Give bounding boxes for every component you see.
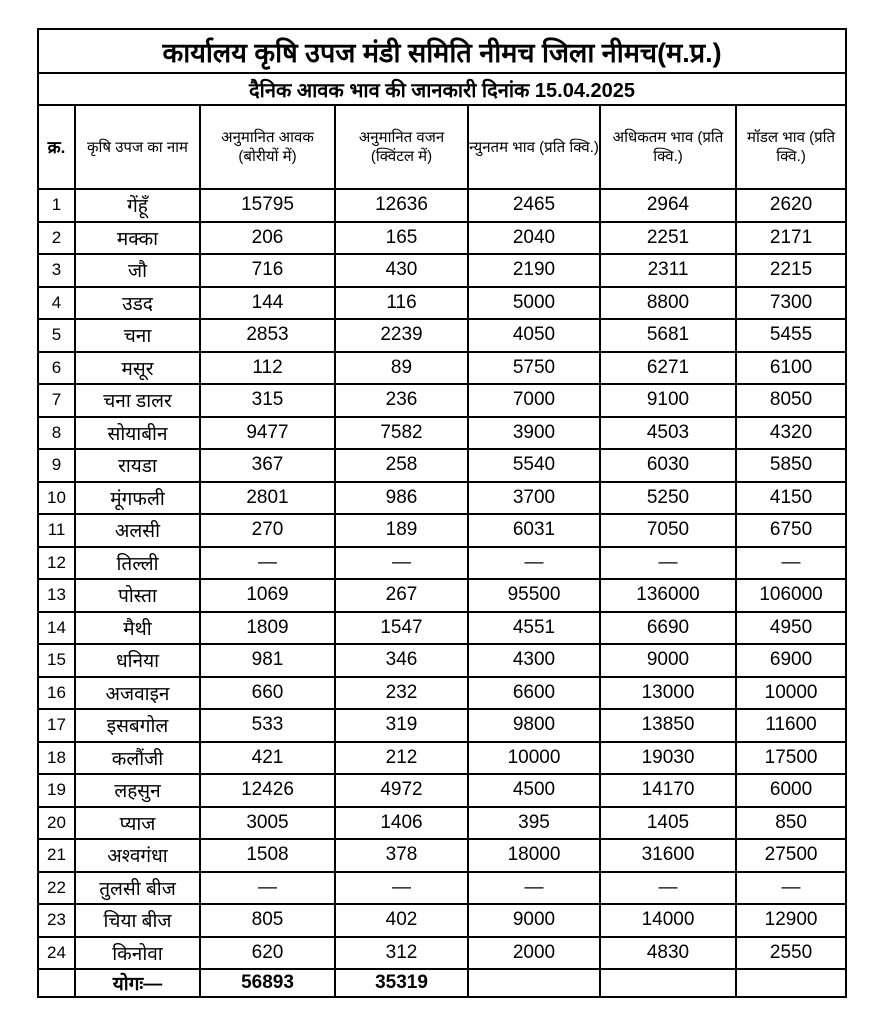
row-bags: 981	[200, 644, 335, 677]
row-crop-name: गेंहूँ	[75, 189, 200, 222]
row-serial: 3	[38, 254, 75, 287]
row-min-price: 9000	[468, 904, 600, 937]
table-row	[38, 579, 846, 612]
table-body	[38, 189, 846, 969]
row-weight: 4972	[335, 774, 468, 807]
header-serial: क्र.	[38, 105, 75, 189]
row-crop-name: पोस्ता	[75, 579, 200, 612]
table-row	[38, 482, 846, 515]
row-min-price: 9800	[468, 709, 600, 742]
row-min-price: 7000	[468, 384, 600, 417]
row-max-price: 31600	[600, 839, 736, 872]
row-modal-price: 2215	[736, 254, 846, 287]
row-serial: 13	[38, 579, 75, 612]
table-row	[38, 677, 846, 710]
total-weight: 35319	[335, 969, 468, 997]
row-serial: 22	[38, 872, 75, 905]
table-row	[38, 872, 846, 905]
row-serial: 4	[38, 287, 75, 320]
row-min-price: 10000	[468, 742, 600, 775]
row-max-price: 6030	[600, 449, 736, 482]
row-bags: 144	[200, 287, 335, 320]
row-modal-price: 6900	[736, 644, 846, 677]
row-min-price: 18000	[468, 839, 600, 872]
row-crop-name: चना	[75, 319, 200, 352]
total-serial	[38, 969, 75, 997]
header-modal-price: मॉडल भाव (प्रति क्वि.)	[736, 105, 846, 189]
row-bags: 716	[200, 254, 335, 287]
row-serial: 24	[38, 937, 75, 970]
row-serial: 1	[38, 189, 75, 222]
table-row	[38, 807, 846, 840]
row-weight: 402	[335, 904, 468, 937]
row-min-price: 3700	[468, 482, 600, 515]
row-min-price: 95500	[468, 579, 600, 612]
row-min-price: 3900	[468, 417, 600, 450]
table-row	[38, 189, 846, 222]
row-crop-name: अश्वगंधा	[75, 839, 200, 872]
row-modal-price: 5455	[736, 319, 846, 352]
row-modal-price: 6100	[736, 352, 846, 385]
row-modal-price: 4150	[736, 482, 846, 515]
row-serial: 21	[38, 839, 75, 872]
row-weight: 116	[335, 287, 468, 320]
row-bags: —	[200, 547, 335, 580]
row-bags: —	[200, 872, 335, 905]
total-bags: 56893	[200, 969, 335, 997]
row-crop-name: मैथी	[75, 612, 200, 645]
row-modal-price: 17500	[736, 742, 846, 775]
row-max-price: 19030	[600, 742, 736, 775]
page-title: कार्यालय कृषि उपज मंडी समिति नीमच जिला नीमच(म.प्र.)	[38, 29, 846, 73]
row-bags: 1508	[200, 839, 335, 872]
table-row	[38, 937, 846, 970]
total-label: योगः—	[75, 969, 200, 997]
row-bags: 1069	[200, 579, 335, 612]
row-weight: —	[335, 547, 468, 580]
row-serial: 12	[38, 547, 75, 580]
row-weight: 212	[335, 742, 468, 775]
row-modal-price: 7300	[736, 287, 846, 320]
row-min-price: 395	[468, 807, 600, 840]
row-max-price: 2251	[600, 222, 736, 255]
row-crop-name: मूंगफली	[75, 482, 200, 515]
row-bags: 660	[200, 677, 335, 710]
table-header-row	[38, 105, 846, 189]
row-weight: 312	[335, 937, 468, 970]
row-min-price: 4050	[468, 319, 600, 352]
row-serial: 5	[38, 319, 75, 352]
row-crop-name: चिया बीज	[75, 904, 200, 937]
row-bags: 9477	[200, 417, 335, 450]
row-min-price: 4300	[468, 644, 600, 677]
table-row	[38, 839, 846, 872]
row-crop-name: धनिया	[75, 644, 200, 677]
table-row	[38, 287, 846, 320]
row-bags: 421	[200, 742, 335, 775]
row-modal-price: 6000	[736, 774, 846, 807]
row-max-price: 6271	[600, 352, 736, 385]
table-row	[38, 449, 846, 482]
total-max-empty	[600, 969, 736, 997]
row-min-price: 4551	[468, 612, 600, 645]
row-modal-price: 4320	[736, 417, 846, 450]
row-min-price: 2040	[468, 222, 600, 255]
header-crop: कृषि उपज का नाम	[75, 105, 200, 189]
row-max-price: 1405	[600, 807, 736, 840]
row-modal-price: —	[736, 547, 846, 580]
table-row	[38, 709, 846, 742]
row-bags: 3005	[200, 807, 335, 840]
row-crop-name: सोयाबीन	[75, 417, 200, 450]
row-crop-name: मक्का	[75, 222, 200, 255]
row-max-price: 5681	[600, 319, 736, 352]
header-bags: अनुमानित आवक (बोरीयों में)	[200, 105, 335, 189]
row-modal-price: 4950	[736, 612, 846, 645]
row-bags: 620	[200, 937, 335, 970]
row-modal-price: 2620	[736, 189, 846, 222]
row-weight: 12636	[335, 189, 468, 222]
row-bags: 1809	[200, 612, 335, 645]
row-min-price: 5540	[468, 449, 600, 482]
row-bags: 206	[200, 222, 335, 255]
table-row	[38, 514, 846, 547]
row-serial: 10	[38, 482, 75, 515]
row-min-price: 4500	[468, 774, 600, 807]
row-modal-price: 27500	[736, 839, 846, 872]
mandi-rate-sheet	[37, 28, 845, 998]
row-weight: 1406	[335, 807, 468, 840]
row-bags: 15795	[200, 189, 335, 222]
row-max-price: 136000	[600, 579, 736, 612]
row-serial: 16	[38, 677, 75, 710]
row-serial: 2	[38, 222, 75, 255]
header-weight: अनुमानित वजन (क्विंटल में)	[335, 105, 468, 189]
row-min-price: 5750	[468, 352, 600, 385]
row-crop-name: मसूर	[75, 352, 200, 385]
row-crop-name: प्याज	[75, 807, 200, 840]
row-modal-price: —	[736, 872, 846, 905]
row-weight: 189	[335, 514, 468, 547]
row-crop-name: लहसुन	[75, 774, 200, 807]
row-weight: —	[335, 872, 468, 905]
row-serial: 8	[38, 417, 75, 450]
row-max-price: 14170	[600, 774, 736, 807]
report-subtitle: दैनिक आवक भाव की जानकारी दिनांक 15.04.2025	[38, 73, 846, 105]
row-bags: 112	[200, 352, 335, 385]
row-max-price: 2964	[600, 189, 736, 222]
row-modal-price: 6750	[736, 514, 846, 547]
table-row	[38, 774, 846, 807]
row-max-price: 7050	[600, 514, 736, 547]
row-serial: 23	[38, 904, 75, 937]
header-max-price: अधिकतम भाव (प्रति क्वि.)	[600, 105, 736, 189]
row-serial: 15	[38, 644, 75, 677]
row-serial: 20	[38, 807, 75, 840]
row-crop-name: अलसी	[75, 514, 200, 547]
table-row	[38, 547, 846, 580]
row-modal-price: 106000	[736, 579, 846, 612]
row-serial: 14	[38, 612, 75, 645]
row-bags: 805	[200, 904, 335, 937]
row-weight: 267	[335, 579, 468, 612]
table-row	[38, 612, 846, 645]
row-bags: 315	[200, 384, 335, 417]
row-max-price: 13850	[600, 709, 736, 742]
row-serial: 18	[38, 742, 75, 775]
row-min-price: 6600	[468, 677, 600, 710]
total-modal-empty	[736, 969, 846, 997]
row-modal-price: 10000	[736, 677, 846, 710]
row-bags: 2853	[200, 319, 335, 352]
row-weight: 2239	[335, 319, 468, 352]
table-row	[38, 644, 846, 677]
total-min-empty	[468, 969, 600, 997]
row-max-price: 6690	[600, 612, 736, 645]
table-row	[38, 904, 846, 937]
row-crop-name: तिल्ली	[75, 547, 200, 580]
row-crop-name: तुलसी बीज	[75, 872, 200, 905]
row-weight: 1547	[335, 612, 468, 645]
row-crop-name: इसबगोल	[75, 709, 200, 742]
row-weight: 165	[335, 222, 468, 255]
row-weight: 986	[335, 482, 468, 515]
row-weight: 346	[335, 644, 468, 677]
row-serial: 7	[38, 384, 75, 417]
row-crop-name: किनोवा	[75, 937, 200, 970]
table-row	[38, 254, 846, 287]
row-modal-price: 8050	[736, 384, 846, 417]
row-min-price: —	[468, 872, 600, 905]
row-weight: 319	[335, 709, 468, 742]
table-row	[38, 384, 846, 417]
row-weight: 236	[335, 384, 468, 417]
row-max-price: 14000	[600, 904, 736, 937]
table-row	[38, 319, 846, 352]
row-crop-name: जौ	[75, 254, 200, 287]
row-bags: 270	[200, 514, 335, 547]
rates-table	[37, 28, 847, 998]
row-max-price: 4830	[600, 937, 736, 970]
row-max-price: 2311	[600, 254, 736, 287]
row-weight: 232	[335, 677, 468, 710]
table-row	[38, 742, 846, 775]
row-crop-name: कलौंजी	[75, 742, 200, 775]
header-min-price: न्युनतम भाव (प्रति क्वि.)	[468, 105, 600, 189]
row-bags: 12426	[200, 774, 335, 807]
row-serial: 11	[38, 514, 75, 547]
row-crop-name: उडद	[75, 287, 200, 320]
row-max-price: 9100	[600, 384, 736, 417]
row-serial: 6	[38, 352, 75, 385]
table-row	[38, 222, 846, 255]
row-min-price: 5000	[468, 287, 600, 320]
row-weight: 258	[335, 449, 468, 482]
table-row	[38, 352, 846, 385]
row-min-price: 2000	[468, 937, 600, 970]
row-weight: 378	[335, 839, 468, 872]
row-weight: 89	[335, 352, 468, 385]
row-serial: 9	[38, 449, 75, 482]
row-max-price: 8800	[600, 287, 736, 320]
row-max-price: —	[600, 547, 736, 580]
row-modal-price: 2550	[736, 937, 846, 970]
row-serial: 17	[38, 709, 75, 742]
row-min-price: 6031	[468, 514, 600, 547]
row-bags: 533	[200, 709, 335, 742]
row-max-price: 9000	[600, 644, 736, 677]
row-modal-price: 2171	[736, 222, 846, 255]
row-max-price: 4503	[600, 417, 736, 450]
row-modal-price: 850	[736, 807, 846, 840]
row-bags: 2801	[200, 482, 335, 515]
row-weight: 430	[335, 254, 468, 287]
row-modal-price: 5850	[736, 449, 846, 482]
total-row	[38, 969, 846, 997]
table-row	[38, 417, 846, 450]
row-max-price: 13000	[600, 677, 736, 710]
row-bags: 367	[200, 449, 335, 482]
row-crop-name: अजवाइन	[75, 677, 200, 710]
row-min-price: 2465	[468, 189, 600, 222]
row-min-price: —	[468, 547, 600, 580]
row-modal-price: 12900	[736, 904, 846, 937]
row-min-price: 2190	[468, 254, 600, 287]
row-modal-price: 11600	[736, 709, 846, 742]
row-max-price: —	[600, 872, 736, 905]
row-crop-name: रायडा	[75, 449, 200, 482]
row-max-price: 5250	[600, 482, 736, 515]
row-serial: 19	[38, 774, 75, 807]
row-weight: 7582	[335, 417, 468, 450]
row-crop-name: चना डालर	[75, 384, 200, 417]
